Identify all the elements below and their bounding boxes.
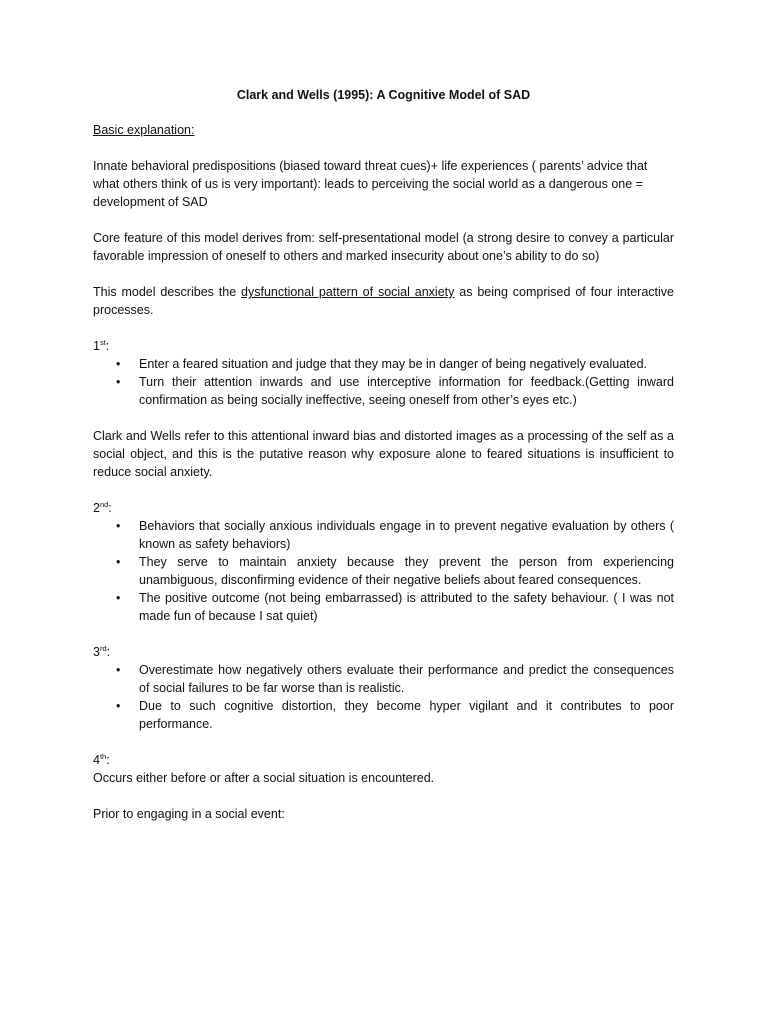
paragraph-prior-to-event: Prior to engaging in a social event: bbox=[93, 807, 285, 821]
bullet-icon: • bbox=[116, 357, 121, 371]
step-2-bullet-list bbox=[93, 517, 674, 625]
document-title: Clark and Wells (1995): A Cognitive Model of SAD bbox=[236, 88, 531, 102]
step-3-bullet-list bbox=[93, 661, 674, 733]
bullet-item bbox=[93, 661, 674, 697]
bullet-icon: • bbox=[116, 555, 121, 569]
bullet-item bbox=[93, 697, 674, 733]
step-2-heading bbox=[93, 499, 674, 517]
step-1-section bbox=[93, 337, 674, 409]
bullet-text: They serve to maintain anxiety because they prevent the person from experiencing unambiguous, disconfirming evidence of their negative beliefs about feared consequences. bbox=[139, 555, 674, 587]
bullet-icon: • bbox=[116, 699, 121, 713]
step-ordinal-suffix: rd bbox=[99, 643, 107, 653]
bullet-text: Enter a feared situation and judge that they may be in danger of being negatively evaluated. bbox=[139, 357, 647, 371]
step-colon: : bbox=[108, 501, 112, 515]
bullet-icon: • bbox=[116, 519, 121, 533]
step-number: 1 bbox=[93, 339, 100, 353]
document-page bbox=[93, 86, 674, 823]
step-colon: : bbox=[106, 753, 110, 767]
paragraph-innate-predispositions: Innate behavioral predispositions (biased toward threat cues)+ life experiences ( parents’ advice that what others think of us is very important): leads to perceiving the social world as a dangerous one = development of SAD bbox=[93, 159, 648, 209]
step-ordinal-suffix: nd bbox=[99, 499, 109, 509]
step-ordinal-suffix: st bbox=[99, 337, 106, 347]
step-colon: : bbox=[105, 339, 110, 353]
bullet-text: The positive outcome (not being embarrassed) is attributed to the safety behaviour. ( I was not made fun of because I sat quiet) bbox=[139, 591, 674, 623]
paragraph-text: This model describes the bbox=[93, 285, 242, 299]
step-4-text: Occurs either before or after a social situation is encountered. bbox=[93, 771, 435, 785]
step-4-heading bbox=[93, 751, 674, 769]
bullet-icon: • bbox=[116, 591, 121, 605]
step-3-section bbox=[93, 643, 674, 733]
step-number: 4 bbox=[93, 753, 100, 767]
step-1-bullet-list bbox=[93, 355, 674, 409]
bullet-item bbox=[93, 589, 674, 625]
bullet-text: Overestimate how negatively others evaluate their performance and predict the consequences of social failures to be far worse than is realistic. bbox=[139, 663, 674, 695]
paragraph-core-feature: Core feature of this model derives from: self-presentational model (a strong desire to convey a particular favorable impression of oneself to others and marked insecurity about one’s ability to do so) bbox=[93, 231, 674, 263]
step-number: 3 bbox=[93, 645, 100, 659]
bullet-text: Behaviors that socially anxious individuals engage in to prevent negative evaluation by others ( known as safety behaviors) bbox=[139, 519, 674, 551]
step-number: 2 bbox=[93, 501, 100, 515]
bullet-item bbox=[93, 517, 674, 553]
step-1-heading bbox=[93, 337, 674, 355]
paragraph-model-description bbox=[93, 283, 674, 319]
bullet-icon: • bbox=[116, 375, 121, 389]
step-colon: : bbox=[106, 645, 111, 659]
step-4-section bbox=[93, 751, 674, 787]
bullet-item bbox=[93, 553, 674, 589]
step-2-section bbox=[93, 499, 674, 625]
bullet-text: Due to such cognitive distortion, they become hyper vigilant and it contributes to poor performance. bbox=[139, 699, 674, 731]
step-ordinal-suffix: th bbox=[99, 751, 107, 761]
paragraph-text: as being comprised of four interactive processes. bbox=[93, 285, 674, 317]
basic-explanation-heading: Basic explanation: bbox=[93, 123, 195, 137]
bullet-icon: • bbox=[116, 663, 121, 677]
bullet-item bbox=[93, 373, 674, 409]
bullet-item bbox=[93, 355, 674, 373]
underlined-phrase: dysfunctional pattern of social anxiety bbox=[241, 285, 455, 299]
bullet-text: Turn their attention inwards and use interceptive information for feedback.(Getting inward confirmation as being socially ineffective, seeing oneself from other’s eyes etc.) bbox=[139, 375, 674, 407]
paragraph-attentional-bias: Clark and Wells refer to this attentional inward bias and distorted images as a processing of the self as a social object, and this is the putative reason why exposure alone to feared situations is insufficient to reduce social anxiety. bbox=[93, 429, 674, 479]
step-3-heading bbox=[93, 643, 674, 661]
